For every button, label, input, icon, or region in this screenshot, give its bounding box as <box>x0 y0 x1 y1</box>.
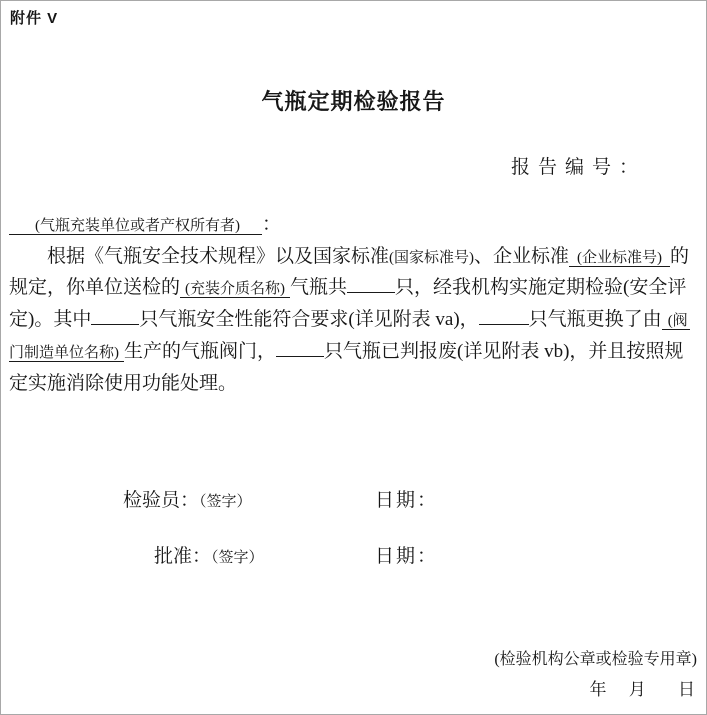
text-segment: 、企业标准 <box>474 245 570 267</box>
blank-underline <box>347 278 395 293</box>
blank-underline <box>479 310 529 325</box>
seal-note: (检验机构公章或检验专用章) <box>494 651 697 668</box>
text-segment: 只气瓶已判报废(详见附表 vb)，并且按照规 <box>324 340 684 362</box>
date-day-label: 日 <box>678 680 695 699</box>
approver-date-label: 日期： <box>375 546 439 567</box>
underlined-label: (阀 <box>662 313 690 330</box>
body-line <box>9 273 703 305</box>
inspector-label: 检验员： <box>123 490 200 511</box>
text-segment: 气瓶共 <box>290 277 348 299</box>
inspector-sign-hint: （签字） <box>199 494 252 510</box>
body-line <box>9 337 703 369</box>
inspector-signature-row <box>123 485 252 512</box>
text-segment: 定)。其中 <box>9 309 92 331</box>
approver-sign-hint: （签字） <box>211 550 264 566</box>
text-segment: 根据《气瓶安全技术规程》以及国家标准 <box>9 245 390 267</box>
approver-label: 批准： <box>154 546 212 567</box>
report-number-label: 报告编号： <box>511 157 647 178</box>
body-line <box>9 210 703 242</box>
text-segment: 只，经我机构实施定期检验(安全评 <box>395 277 687 299</box>
underlined-label: (气瓶充装单位或者产权所有者) <box>9 218 262 235</box>
attachment-label: 附件 V <box>10 10 59 27</box>
text-segment: 的 <box>670 245 690 267</box>
inspector-date-label: 日期： <box>375 490 439 511</box>
text-segment: 规定，你单位送检的 <box>9 277 181 299</box>
small-label: (国家标准号) <box>389 249 475 266</box>
blank-underline <box>91 310 139 325</box>
date-month-label: 月 <box>628 680 646 699</box>
page-title: 气瓶定期检验报告 <box>261 89 446 114</box>
date-year-label: 年 <box>589 680 607 699</box>
underlined-label: (企业标准号) <box>569 250 670 267</box>
text-segment: 只气瓶更换了由 <box>528 309 662 331</box>
text-segment: 生产的气瓶阀门， <box>124 340 277 362</box>
underlined-label: (充装介质名称) <box>180 281 290 298</box>
text-segment: 定实施消除使用功能处理。 <box>9 372 238 394</box>
date-line <box>590 675 696 700</box>
body-line <box>9 369 703 400</box>
text-segment: ： <box>262 214 282 235</box>
body-line <box>9 242 703 274</box>
blank-underline <box>276 342 324 357</box>
body-line <box>9 305 703 337</box>
text-segment: 只气瓶安全性能符合要求(详见附表 va)， <box>139 309 479 331</box>
underlined-label: 门制造单位名称) <box>9 345 124 362</box>
approver-signature-row <box>154 541 264 568</box>
report-body <box>9 210 703 399</box>
